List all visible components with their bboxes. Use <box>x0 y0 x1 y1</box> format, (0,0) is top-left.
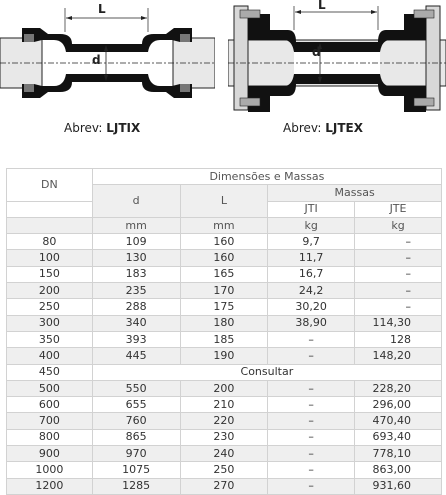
cell-d: 183 <box>92 266 180 282</box>
cell-dn: 600 <box>7 397 93 413</box>
table-row <box>7 266 442 282</box>
cell-l: 175 <box>180 299 268 315</box>
table-row <box>7 397 442 413</box>
cell-jti: – <box>268 397 355 413</box>
ljtex-caption-code: LJTEX <box>325 121 363 135</box>
ljtix-dim-l-label: L <box>98 2 106 16</box>
cell-jte: – <box>355 266 442 282</box>
table-row <box>7 380 442 396</box>
cell-dn: 300 <box>7 315 93 331</box>
cell-dn: 350 <box>7 331 93 347</box>
cell-dn: 400 <box>7 348 93 364</box>
cell-jte: 693,40 <box>355 429 442 445</box>
cell-l: 160 <box>180 234 268 250</box>
cell-jte: – <box>355 234 442 250</box>
table-row <box>7 364 442 380</box>
header-l: L <box>180 185 268 218</box>
cell-jti: 11,7 <box>268 250 355 266</box>
cell-dn: 150 <box>7 266 93 282</box>
header-d: d <box>92 185 180 218</box>
cell-jti: – <box>268 380 355 396</box>
cell-d: 865 <box>92 429 180 445</box>
ljtix-dim-d-label: d <box>92 53 101 67</box>
header-group: Dimensões e Massas <box>92 169 441 185</box>
table-row <box>7 446 442 462</box>
table-row <box>7 299 442 315</box>
cell-l: 180 <box>180 315 268 331</box>
cell-jte: 114,30 <box>355 315 442 331</box>
cell-d: 760 <box>92 413 180 429</box>
cell-jti: – <box>268 429 355 445</box>
cell-consultar: Consultar <box>92 364 441 380</box>
cell-l: 230 <box>180 429 268 445</box>
header-dn: DN <box>7 169 93 202</box>
table-row <box>7 462 442 478</box>
ljtix-caption-prefix: Abrev: <box>64 121 103 135</box>
cell-jte: 931,60 <box>355 478 442 494</box>
cell-jti: – <box>268 348 355 364</box>
cell-dn: 80 <box>7 234 93 250</box>
header-massas: Massas <box>268 185 442 201</box>
cell-dn: 500 <box>7 380 93 396</box>
table-row <box>7 315 442 331</box>
cell-jti: 16,7 <box>268 266 355 282</box>
ljtix-caption-code: LJTIX <box>106 121 141 135</box>
cell-jte: 470,40 <box>355 413 442 429</box>
cell-l: 165 <box>180 266 268 282</box>
ljtix-drawing <box>0 0 215 120</box>
cell-jti: 38,90 <box>268 315 355 331</box>
cell-jte: 778,10 <box>355 446 442 462</box>
cell-jte: – <box>355 250 442 266</box>
header-jte: JTE <box>355 201 442 217</box>
cell-d: 288 <box>92 299 180 315</box>
table-row <box>7 234 442 250</box>
cell-jte: 148,20 <box>355 348 442 364</box>
cell-jti: – <box>268 446 355 462</box>
cell-dn: 900 <box>7 446 93 462</box>
cell-d: 235 <box>92 283 180 299</box>
cell-dn: 1200 <box>7 478 93 494</box>
unit-d: mm <box>92 217 180 233</box>
cell-jti: – <box>268 462 355 478</box>
cell-d: 655 <box>92 397 180 413</box>
unit-l: mm <box>180 217 268 233</box>
cell-d: 1075 <box>92 462 180 478</box>
table-row <box>7 250 442 266</box>
cell-l: 200 <box>180 380 268 396</box>
figures-area <box>0 0 446 162</box>
table-row <box>7 348 442 364</box>
cell-jte: 128 <box>355 331 442 347</box>
cell-jti: – <box>268 413 355 429</box>
cell-l: 190 <box>180 348 268 364</box>
cell-l: 170 <box>180 283 268 299</box>
unit-jte: kg <box>355 217 442 233</box>
table-row <box>7 331 442 347</box>
unit-jti: kg <box>268 217 355 233</box>
ljtex-caption <box>283 121 363 135</box>
cell-jti: 24,2 <box>268 283 355 299</box>
cell-d: 393 <box>92 331 180 347</box>
cell-jte: – <box>355 299 442 315</box>
ljtex-caption-prefix: Abrev: <box>283 121 322 135</box>
header-spacer <box>7 201 93 217</box>
dimensions-table <box>6 168 442 495</box>
cell-l: 160 <box>180 250 268 266</box>
cell-l: 250 <box>180 462 268 478</box>
cell-dn: 1000 <box>7 462 93 478</box>
table-row <box>7 429 442 445</box>
cell-jte: – <box>355 283 442 299</box>
cell-jte: 228,20 <box>355 380 442 396</box>
table-row <box>7 413 442 429</box>
cell-l: 185 <box>180 331 268 347</box>
cell-d: 970 <box>92 446 180 462</box>
cell-jti: 9,7 <box>268 234 355 250</box>
table-row <box>7 283 442 299</box>
cell-jti: – <box>268 331 355 347</box>
cell-jti: – <box>268 478 355 494</box>
cell-jti: 30,20 <box>268 299 355 315</box>
cell-dn: 100 <box>7 250 93 266</box>
cell-l: 240 <box>180 446 268 462</box>
cell-dn: 200 <box>7 283 93 299</box>
cell-d: 1285 <box>92 478 180 494</box>
unit-spacer <box>7 217 93 233</box>
header-jti: JTI <box>268 201 355 217</box>
cell-l: 220 <box>180 413 268 429</box>
ljtex-dim-d-label: d <box>312 45 321 59</box>
cell-d: 445 <box>92 348 180 364</box>
ljtex-dim-l-label: L <box>318 0 326 12</box>
cell-d: 550 <box>92 380 180 396</box>
cell-d: 130 <box>92 250 180 266</box>
cell-dn: 250 <box>7 299 93 315</box>
ljtix-caption <box>64 121 140 135</box>
cell-d: 109 <box>92 234 180 250</box>
cell-l: 210 <box>180 397 268 413</box>
cell-l: 270 <box>180 478 268 494</box>
cell-dn: 800 <box>7 429 93 445</box>
cell-d: 340 <box>92 315 180 331</box>
table-row <box>7 478 442 494</box>
ljtex-drawing <box>228 0 446 118</box>
cell-dn: 450 <box>7 364 93 380</box>
cell-jte: 296,00 <box>355 397 442 413</box>
cell-jte: 863,00 <box>355 462 442 478</box>
cell-dn: 700 <box>7 413 93 429</box>
